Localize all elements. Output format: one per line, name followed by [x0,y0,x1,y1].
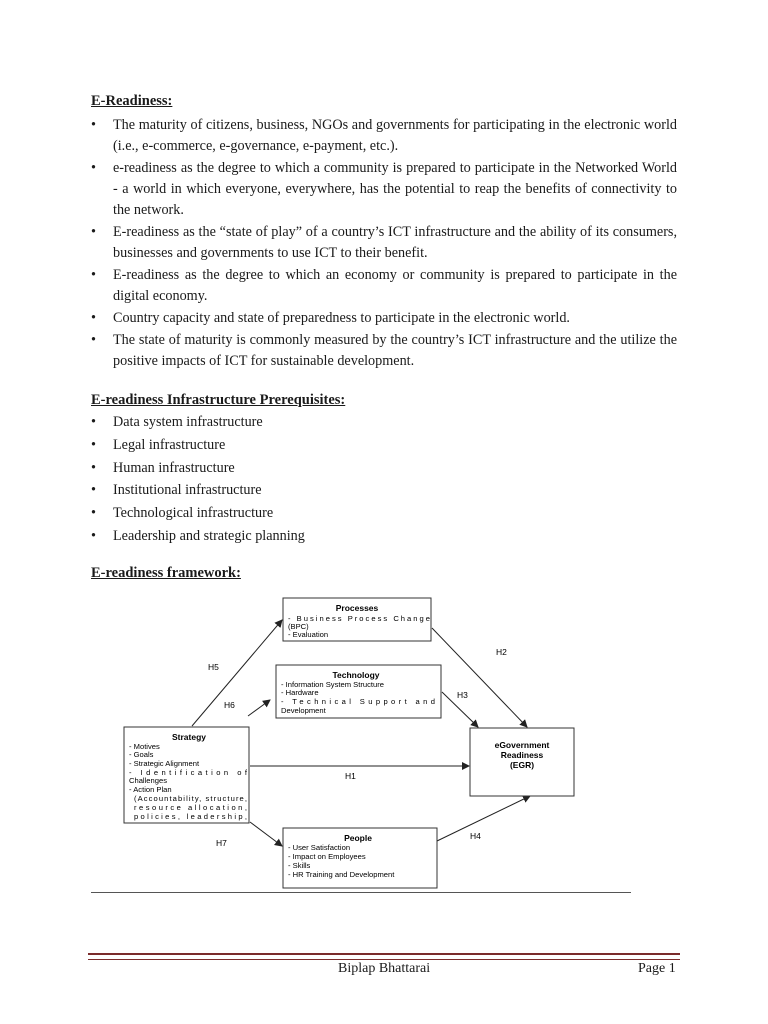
processes-line: (BPC) [288,622,309,631]
list-item-text: The state of maturity is commonly measured by the country’s ICT infrastructure and the utilize the positive impacts of ICT for sustainable development. [113,332,677,369]
egr-line: Readiness [500,750,544,760]
bullet-icon: • [91,505,96,522]
hypothesis-label-h2: H2 [496,647,507,657]
processes-title: Processes [335,603,379,613]
egr-title: eGovernment [494,740,550,750]
bullet-icon: • [91,436,96,453]
hypothesis-label-h7: H7 [216,838,227,848]
technology-line: - Hardware [281,688,319,697]
bullet-icon: • [91,459,96,476]
egr-line: (EGR) [509,760,535,770]
hypothesis-label-h6: H6 [224,700,235,710]
strategy-line: resource allocation, [134,803,248,812]
arrow-h6 [248,700,270,716]
strategy-line: - Identification of [129,768,248,777]
arrow-h5 [192,620,282,726]
list-item-text: The maturity of citizens, business, NGOs and governments for participating in the electronic world (i.e., e-commerce, e-governance, e-payment, etc.). [113,117,677,154]
bullet-icon: • [91,332,96,348]
section-heading-framework: E-readiness framework: [91,565,241,581]
processes-line: - Evaluation [288,630,329,639]
hypothesis-label-h1: H1 [345,771,356,781]
people-line: - HR Training and Development [288,870,395,879]
bullet-icon: • [91,482,96,499]
egr-box [470,728,574,796]
bullet-icon: • [91,310,96,326]
strategy-line: - Motives [129,742,160,751]
list-item-text: Data system infrastructure [113,414,263,430]
people-line: - Impact on Employees [288,852,366,861]
strategy-line: policies, leadership, [134,812,247,821]
hypothesis-label-h4: H4 [470,831,481,841]
section-heading-e-readiness: E-Readiness: [91,93,173,109]
arrow-h2 [432,628,527,727]
hypothesis-label-h3: H3 [457,690,468,700]
technology-title: Technology [332,670,380,680]
list-item-text: Legal infrastructure [113,436,226,453]
strategy-line: - Goals [129,750,154,759]
arrow-h7 [250,822,282,846]
list-item-text: Human infrastructure [113,459,235,476]
list-item-text: Leadership and strategic planning [113,527,305,544]
processes-box [283,598,431,641]
list-item-text: Technological infrastructure [113,505,274,522]
strategy-line: Challenges [129,776,167,785]
section-heading-prerequisites: E-readiness Infrastructure Prerequisites: [91,392,346,408]
strategy-line: - Strategic Alignment [129,759,200,768]
footer-page-number: Page 1 [638,961,676,976]
strategy-box [124,727,249,823]
strategy-line: (Accountability, structure, [134,794,247,803]
footer-divider [88,953,680,960]
bullet-icon: • [91,414,96,430]
technology-line: - Technical Support and [281,697,435,706]
bullet-icon: • [91,160,96,176]
bullet-icon: • [91,224,96,240]
strategy-title: Strategy [171,732,207,742]
list-item-text: e-readiness as the degree to which a community is prepared to participate in the Networked World - a world in which everyone, everywhere, has the potential to reap the benefits of connectivity to the network. [113,160,677,218]
bullet-icon: • [91,527,96,544]
bullet-icon: • [91,267,96,283]
list-item-text: E-readiness as the “state of play” of a country’s ICT infrastructure and the ability of its consumers, businesses and governments to use ICT to their benefit. [113,224,677,261]
technology-box [276,665,441,718]
list-item-text: Country capacity and state of preparedness to participate in the electronic world. [113,310,570,326]
arrow-h4 [437,796,530,841]
list-item-text: E-readiness as the degree to which an economy or community is prepared to participate in the digital economy. [113,267,677,304]
technology-line: Development [281,706,326,715]
hypothesis-label-h5: H5 [208,662,219,672]
people-box [283,828,437,888]
strategy-line: - Action Plan [129,785,172,794]
processes-line: - Business Process Change [288,614,430,623]
bullet-icon: • [91,117,96,133]
list-item-text: Institutional infrastructure [113,482,262,499]
diagram-bottom-divider [91,892,631,893]
technology-line: - Information System Structure [281,680,384,689]
people-line: - User Satisfaction [288,843,351,852]
people-title: People [344,833,372,843]
people-line: - Skills [288,861,311,870]
footer-author: Biplap Bhattarai [338,961,431,976]
